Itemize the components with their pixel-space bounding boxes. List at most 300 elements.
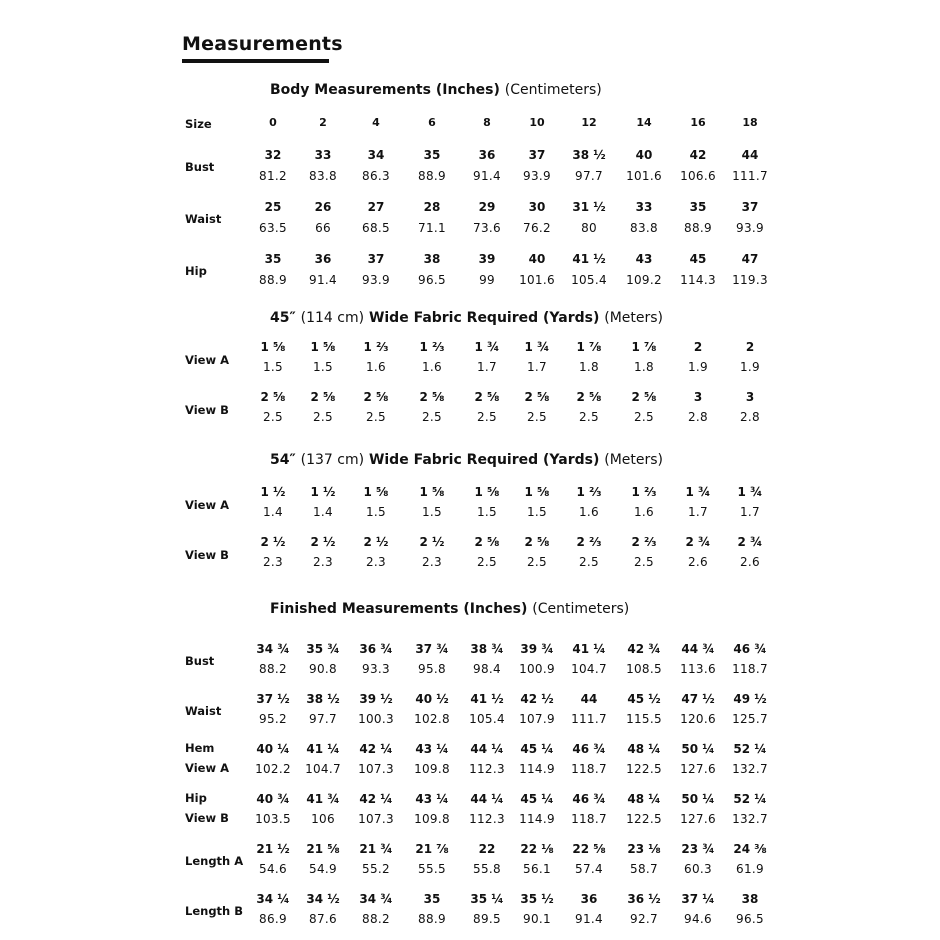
inch-value: 1 ⅝ — [260, 340, 286, 354]
cm-value: 104.7 — [305, 762, 341, 776]
cm-value: 2.3 — [422, 555, 442, 569]
inch-value: 23 ⅛ — [627, 842, 661, 856]
inch-value: 36 — [580, 892, 598, 906]
inch-value: 41 ½ — [470, 692, 504, 706]
inch-value: 37 ½ — [256, 692, 290, 706]
size-value: 18 — [742, 116, 758, 129]
inch-value: 43 ¼ — [415, 742, 449, 756]
inch-value: 2 ⅝ — [474, 390, 500, 404]
cm-value: 66 — [315, 221, 331, 235]
cm-value: 114.9 — [519, 762, 555, 776]
row-label: Hip — [185, 791, 207, 805]
cm-value: 114.9 — [519, 812, 555, 826]
cm-value: 2.5 — [527, 410, 547, 424]
inch-value: 1 ⅔ — [419, 340, 445, 354]
inch-value: 35 — [264, 252, 282, 266]
cm-value: 54.9 — [309, 862, 337, 876]
inch-value: 39 — [478, 252, 496, 266]
inch-value: 34 ¾ — [359, 892, 393, 906]
cm-value: 100.3 — [358, 712, 394, 726]
inch-value: 22 ⅛ — [520, 842, 554, 856]
row-label: Hip — [185, 264, 207, 278]
cm-value: 68.5 — [362, 221, 390, 235]
row-label: Hem — [185, 741, 215, 755]
cm-value: 94.6 — [684, 912, 712, 926]
inch-value: 35 ½ — [520, 892, 554, 906]
cm-value: 95.2 — [259, 712, 287, 726]
inch-value: 1 ¾ — [474, 340, 500, 354]
cm-value: 87.6 — [309, 912, 337, 926]
cm-value: 2.5 — [422, 410, 442, 424]
inch-value: 21 ⅝ — [306, 842, 340, 856]
cm-value: 2.5 — [634, 555, 654, 569]
cm-value: 125.7 — [732, 712, 768, 726]
size-value: 8 — [483, 116, 491, 129]
inch-value: 36 ¾ — [359, 642, 393, 656]
cm-value: 81.2 — [259, 169, 287, 183]
inch-value: 35 — [423, 892, 441, 906]
inch-value: 1 ¾ — [685, 485, 711, 499]
inch-value: 1 ⅝ — [524, 485, 550, 499]
body-measurements-heading — [270, 82, 602, 98]
inch-value: 1 ⅝ — [474, 485, 500, 499]
inch-value: 45 ½ — [627, 692, 661, 706]
cm-value: 80 — [581, 221, 597, 235]
inch-value: 35 ¼ — [470, 892, 504, 906]
cm-value: 118.7 — [571, 812, 607, 826]
cm-value: 103.5 — [255, 812, 291, 826]
inch-value: 43 ¼ — [415, 792, 449, 806]
inch-value: 35 ¾ — [306, 642, 340, 656]
cm-value: 60.3 — [684, 862, 712, 876]
fabric54-width: 54″ — [270, 452, 296, 468]
page-title: Measurements — [182, 33, 343, 55]
inch-value: 46 ¾ — [572, 792, 606, 806]
inch-value: 29 — [478, 200, 496, 214]
cm-value: 2.3 — [366, 555, 386, 569]
inch-value: 50 ¼ — [681, 742, 715, 756]
inch-value: 50 ¼ — [681, 792, 715, 806]
inch-value: 36 — [314, 252, 332, 266]
cm-value: 127.6 — [680, 762, 716, 776]
inch-value: 22 ⅝ — [572, 842, 606, 856]
cm-value: 2.5 — [263, 410, 283, 424]
inch-value: 47 — [741, 252, 759, 266]
size-value: 2 — [319, 116, 327, 129]
cm-value: 71.1 — [418, 221, 446, 235]
title-underline — [182, 59, 329, 63]
inch-value: 48 ¼ — [627, 792, 661, 806]
inch-value: 27 — [367, 200, 385, 214]
cm-value: 91.4 — [575, 912, 603, 926]
cm-value: 91.4 — [309, 273, 337, 287]
inch-value: 31 ½ — [572, 200, 606, 214]
cm-value: 120.6 — [680, 712, 716, 726]
cm-value: 107.3 — [358, 812, 394, 826]
inch-value: 39 ¾ — [520, 642, 554, 656]
cm-value: 1.7 — [688, 505, 708, 519]
cm-value: 2.3 — [263, 555, 283, 569]
inch-value: 1 ½ — [310, 485, 336, 499]
cm-value: 1.8 — [634, 360, 654, 374]
inch-value: 1 ⅞ — [576, 340, 602, 354]
cm-value: 2.5 — [527, 555, 547, 569]
inch-value: 34 ½ — [306, 892, 340, 906]
cm-value: 101.6 — [519, 273, 555, 287]
inch-value: 2 ½ — [310, 535, 336, 549]
inch-value: 48 ¼ — [627, 742, 661, 756]
cm-value: 88.2 — [362, 912, 390, 926]
cm-value: 1.9 — [688, 360, 708, 374]
cm-value: 83.8 — [309, 169, 337, 183]
row-label: View A — [185, 353, 229, 367]
cm-value: 93.9 — [362, 273, 390, 287]
cm-value: 1.5 — [313, 360, 333, 374]
inch-value: 2 — [745, 340, 755, 354]
cm-value: 55.5 — [418, 862, 446, 876]
cm-value: 127.6 — [680, 812, 716, 826]
fabric45-width-cm: (114 cm) — [300, 310, 365, 326]
cm-value: 99 — [479, 273, 495, 287]
inch-value: 3 — [745, 390, 755, 404]
inch-value: 2 ⅝ — [419, 390, 445, 404]
row-label: Waist — [185, 212, 222, 226]
inch-value: 52 ¼ — [733, 742, 767, 756]
cm-value: 1.7 — [740, 505, 760, 519]
cm-value: 122.5 — [626, 812, 662, 826]
fabric45-heading-main: Wide Fabric Required (Yards) — [368, 310, 600, 326]
inch-value: 43 — [635, 252, 653, 266]
inch-value: 2 ⅔ — [631, 535, 657, 549]
inch-value: 44 ¼ — [470, 792, 504, 806]
inch-value: 42 ¼ — [359, 742, 393, 756]
inch-value: 2 ⅝ — [474, 535, 500, 549]
inch-value: 42 ¾ — [627, 642, 661, 656]
inch-value: 1 ⅝ — [363, 485, 389, 499]
cm-value: 73.6 — [473, 221, 501, 235]
cm-value: 108.5 — [626, 662, 662, 676]
inch-value: 44 — [580, 692, 598, 706]
cm-value: 63.5 — [259, 221, 287, 235]
cm-value: 88.2 — [259, 662, 287, 676]
cm-value: 93.3 — [362, 662, 390, 676]
row-label: View B — [185, 811, 229, 825]
inch-value: 34 ¼ — [256, 892, 290, 906]
inch-value: 33 — [314, 148, 332, 162]
row-label: View B — [185, 403, 229, 417]
cm-value: 102.8 — [414, 712, 450, 726]
cm-value: 1.5 — [527, 505, 547, 519]
inch-value: 35 — [689, 200, 707, 214]
cm-value: 2.6 — [740, 555, 760, 569]
inch-value: 38 ¾ — [470, 642, 504, 656]
cm-value: 2.3 — [313, 555, 333, 569]
inch-value: 41 ¼ — [306, 742, 340, 756]
cm-value: 56.1 — [523, 862, 551, 876]
inch-value: 1 ⅞ — [631, 340, 657, 354]
cm-value: 1.9 — [740, 360, 760, 374]
cm-value: 109.2 — [626, 273, 662, 287]
row-label: Bust — [185, 160, 215, 174]
row-label: Length B — [185, 904, 243, 918]
cm-value: 1.7 — [477, 360, 497, 374]
cm-value: 97.7 — [575, 169, 603, 183]
body-heading-main: Body Measurements (Inches) — [270, 82, 500, 98]
cm-value: 2.5 — [477, 555, 497, 569]
inch-value: 41 ½ — [572, 252, 606, 266]
inch-value: 44 — [741, 148, 759, 162]
size-value: 16 — [690, 116, 706, 129]
inch-value: 40 ½ — [415, 692, 449, 706]
cm-value: 1.6 — [366, 360, 386, 374]
inch-value: 2 ⅔ — [576, 535, 602, 549]
cm-value: 1.5 — [477, 505, 497, 519]
cm-value: 2.5 — [366, 410, 386, 424]
inch-value: 2 ⅝ — [363, 390, 389, 404]
inch-value: 38 ½ — [572, 148, 606, 162]
body-heading-unit: (Centimeters) — [504, 82, 602, 98]
cm-value: 90.8 — [309, 662, 337, 676]
inch-value: 24 ⅜ — [733, 842, 767, 856]
inch-value: 28 — [423, 200, 441, 214]
inch-value: 36 ½ — [627, 892, 661, 906]
finished-heading-main: Finished Measurements (Inches) — [270, 601, 528, 617]
inch-value: 36 — [478, 148, 496, 162]
inch-value: 40 ¼ — [256, 742, 290, 756]
inch-value: 37 — [741, 200, 759, 214]
finished-measurements-heading — [270, 601, 629, 617]
inch-value: 1 ⅔ — [363, 340, 389, 354]
cm-value: 104.7 — [571, 662, 607, 676]
cm-value: 2.5 — [579, 410, 599, 424]
size-value: 0 — [269, 116, 277, 129]
size-value: 4 — [372, 116, 380, 129]
cm-value: 1.6 — [579, 505, 599, 519]
inch-value: 2 ⅝ — [524, 390, 550, 404]
inch-value: 41 ¾ — [306, 792, 340, 806]
cm-value: 1.8 — [579, 360, 599, 374]
inch-value: 41 ¼ — [572, 642, 606, 656]
inch-value: 2 ¾ — [737, 535, 763, 549]
finished-heading-unit: (Centimeters) — [532, 601, 630, 617]
inch-value: 1 ¾ — [737, 485, 763, 499]
fabric54-heading — [270, 452, 663, 468]
cm-value: 88.9 — [418, 912, 446, 926]
inch-value: 40 ¾ — [256, 792, 290, 806]
inch-value: 21 ½ — [256, 842, 290, 856]
cm-value: 98.4 — [473, 662, 501, 676]
cm-value: 96.5 — [418, 273, 446, 287]
inch-value: 37 — [528, 148, 546, 162]
inch-value: 2 — [693, 340, 703, 354]
row-label: View B — [185, 548, 229, 562]
inch-value: 33 — [635, 200, 653, 214]
inch-value: 38 — [423, 252, 441, 266]
inch-value: 37 ¼ — [681, 892, 715, 906]
cm-value: 83.8 — [630, 221, 658, 235]
inch-value: 3 — [693, 390, 703, 404]
cm-value: 107.3 — [358, 762, 394, 776]
fabric45-heading-unit: (Meters) — [604, 310, 664, 326]
cm-value: 132.7 — [732, 812, 768, 826]
cm-value: 76.2 — [523, 221, 551, 235]
inch-value: 40 — [528, 252, 546, 266]
inch-value: 2 ½ — [363, 535, 389, 549]
size-value: 12 — [581, 116, 597, 129]
cm-value: 92.7 — [630, 912, 658, 926]
inch-value: 38 ½ — [306, 692, 340, 706]
size-value: 10 — [529, 116, 545, 129]
inch-value: 30 — [528, 200, 546, 214]
cm-value: 1.4 — [263, 505, 283, 519]
inch-value: 23 ¾ — [681, 842, 715, 856]
inch-value: 46 ¾ — [572, 742, 606, 756]
cm-value: 95.8 — [418, 662, 446, 676]
inch-value: 46 ¾ — [733, 642, 767, 656]
fabric45-width: 45″ — [270, 310, 296, 326]
cm-value: 93.9 — [523, 169, 551, 183]
cm-value: 109.8 — [414, 762, 450, 776]
cm-value: 1.5 — [366, 505, 386, 519]
cm-value: 1.6 — [422, 360, 442, 374]
inch-value: 42 ¼ — [359, 792, 393, 806]
inch-value: 2 ¾ — [685, 535, 711, 549]
size-value: 6 — [428, 116, 436, 129]
cm-value: 57.4 — [575, 862, 603, 876]
inch-value: 44 ¼ — [470, 742, 504, 756]
inch-value: 34 ¾ — [256, 642, 290, 656]
inch-value: 25 — [264, 200, 282, 214]
cm-value: 2.8 — [740, 410, 760, 424]
inch-value: 1 ⅔ — [576, 485, 602, 499]
cm-value: 105.4 — [469, 712, 505, 726]
inch-value: 2 ⅝ — [631, 390, 657, 404]
inch-value: 1 ¾ — [524, 340, 550, 354]
inch-value: 2 ⅝ — [576, 390, 602, 404]
cm-value: 111.7 — [571, 712, 607, 726]
inch-value: 45 ¼ — [520, 792, 554, 806]
inch-value: 22 — [478, 842, 496, 856]
inch-value: 52 ¼ — [733, 792, 767, 806]
cm-value: 61.9 — [736, 862, 764, 876]
cm-value: 1.5 — [422, 505, 442, 519]
inch-value: 2 ½ — [260, 535, 286, 549]
size-value: 14 — [636, 116, 652, 129]
inch-value: 2 ⅝ — [524, 535, 550, 549]
cm-value: 1.7 — [527, 360, 547, 374]
cm-value: 112.3 — [469, 762, 505, 776]
cm-value: 88.9 — [684, 221, 712, 235]
inch-value: 26 — [314, 200, 332, 214]
inch-value: 34 — [367, 148, 385, 162]
row-label: View A — [185, 498, 229, 512]
cm-value: 55.2 — [362, 862, 390, 876]
cm-value: 55.8 — [473, 862, 501, 876]
inch-value: 42 — [689, 148, 707, 162]
cm-value: 93.9 — [736, 221, 764, 235]
cm-value: 2.5 — [313, 410, 333, 424]
inch-value: 1 ½ — [260, 485, 286, 499]
cm-value: 2.5 — [634, 410, 654, 424]
cm-value: 122.5 — [626, 762, 662, 776]
row-label: View A — [185, 761, 229, 775]
cm-value: 101.6 — [626, 169, 662, 183]
row-label: Bust — [185, 654, 215, 668]
cm-value: 113.6 — [680, 662, 716, 676]
inch-value: 2 ⅝ — [310, 390, 336, 404]
cm-value: 106 — [311, 812, 335, 826]
cm-value: 109.8 — [414, 812, 450, 826]
row-label: Waist — [185, 704, 222, 718]
cm-value: 2.6 — [688, 555, 708, 569]
cm-value: 97.7 — [309, 712, 337, 726]
cm-value: 112.3 — [469, 812, 505, 826]
cm-value: 86.3 — [362, 169, 390, 183]
cm-value: 90.1 — [523, 912, 551, 926]
inch-value: 35 — [423, 148, 441, 162]
size-label: Size — [185, 117, 212, 131]
cm-value: 88.9 — [259, 273, 287, 287]
cm-value: 2.5 — [579, 555, 599, 569]
cm-value: 86.9 — [259, 912, 287, 926]
inch-value: 39 ½ — [359, 692, 393, 706]
inch-value: 32 — [264, 148, 282, 162]
row-label: Length A — [185, 854, 244, 868]
inch-value: 1 ⅝ — [310, 340, 336, 354]
cm-value: 96.5 — [736, 912, 764, 926]
cm-value: 88.9 — [418, 169, 446, 183]
inch-value: 1 ⅔ — [631, 485, 657, 499]
fabric54-heading-unit: (Meters) — [604, 452, 664, 468]
inch-value: 42 ½ — [520, 692, 554, 706]
cm-value: 105.4 — [571, 273, 607, 287]
inch-value: 45 ¼ — [520, 742, 554, 756]
cm-value: 111.7 — [732, 169, 768, 183]
inch-value: 37 — [367, 252, 385, 266]
cm-value: 132.7 — [732, 762, 768, 776]
inch-value: 1 ⅝ — [419, 485, 445, 499]
inch-value: 21 ⅞ — [415, 842, 449, 856]
cm-value: 1.4 — [313, 505, 333, 519]
cm-value: 102.2 — [255, 762, 291, 776]
cm-value: 106.6 — [680, 169, 716, 183]
fabric54-heading-main: Wide Fabric Required (Yards) — [368, 452, 600, 468]
cm-value: 100.9 — [519, 662, 555, 676]
inch-value: 47 ½ — [681, 692, 715, 706]
cm-value: 114.3 — [680, 273, 716, 287]
cm-value: 89.5 — [473, 912, 501, 926]
inch-value: 2 ½ — [419, 535, 445, 549]
cm-value: 2.8 — [688, 410, 708, 424]
cm-value: 107.9 — [519, 712, 555, 726]
fabric45-heading — [270, 310, 663, 326]
inch-value: 38 — [741, 892, 759, 906]
cm-value: 54.6 — [259, 862, 287, 876]
fabric54-width-cm: (137 cm) — [300, 452, 365, 468]
inch-value: 2 ⅝ — [260, 390, 286, 404]
cm-value: 91.4 — [473, 169, 501, 183]
inch-value: 49 ½ — [733, 692, 767, 706]
inch-value: 45 — [689, 252, 707, 266]
cm-value: 118.7 — [571, 762, 607, 776]
cm-value: 2.5 — [477, 410, 497, 424]
cm-value: 58.7 — [630, 862, 658, 876]
inch-value: 37 ¾ — [415, 642, 449, 656]
cm-value: 1.6 — [634, 505, 654, 519]
inch-value: 40 — [635, 148, 653, 162]
cm-value: 115.5 — [626, 712, 662, 726]
cm-value: 1.5 — [263, 360, 283, 374]
